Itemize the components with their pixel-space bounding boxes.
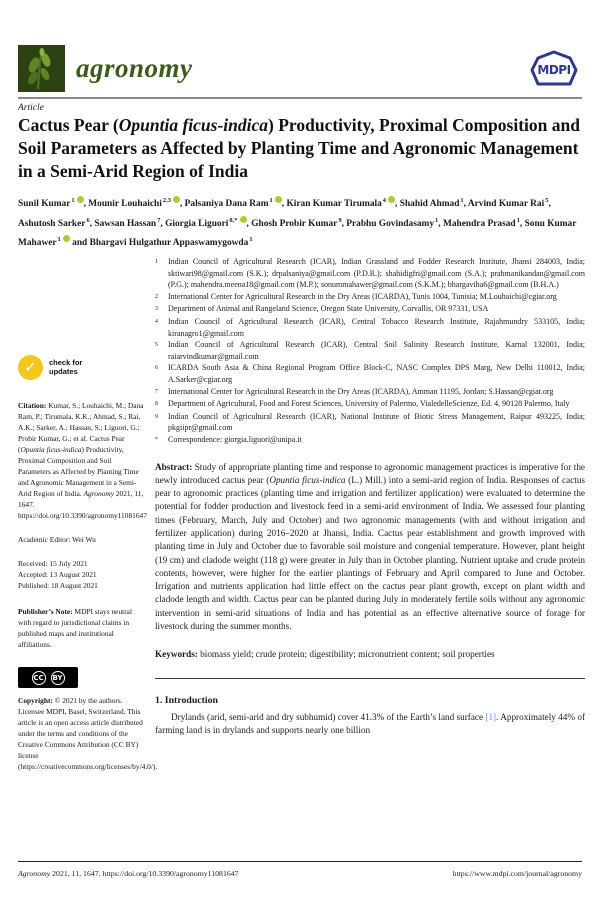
author: Ghosh Probir Kumar$^9$, bbox=[251, 216, 347, 229]
cc-by-person-icon: BY bbox=[51, 671, 65, 685]
agronomy-journal-logo-icon bbox=[18, 45, 65, 92]
author: Mahendra Prasad$^1$, bbox=[442, 216, 525, 229]
journal-name: agronomy bbox=[76, 53, 193, 83]
author: Arvind Kumar Rai$^5$, bbox=[467, 197, 551, 210]
affiliation-item: 8 Department of Agricultural, Food and Forest Sciences, University of Palermo, VialedelleScienze, Ed. 4, 90128 Palermo, Italy bbox=[155, 399, 570, 409]
author: Sunil Kumar$^1$ , bbox=[18, 197, 89, 210]
reference-link-1[interactable]: [1] bbox=[485, 711, 497, 722]
title-part: ) Productivity, Proximal Composition and Soil Parameters as Affected by Planting Time and Agronomic Management in a Semi-Arid Region of India bbox=[18, 115, 580, 181]
header-divider bbox=[18, 97, 582, 99]
author: Sawsan Hassan$^7$, bbox=[94, 216, 166, 229]
affiliation-item: 6 ICARDA South Asia & China Regional Program Office Block-C, NASC Complex DPS Marg, New Delhi 110012, India; A.Sarker@cgiar.org bbox=[155, 363, 585, 384]
cc-by-license-badge[interactable] bbox=[18, 667, 78, 688]
copyright-block: Copyright: © 2021 by the authors. Licensee MDPI, Basel, Switzerland. This article is an open access article distributed under the terms and conditions of the Creative Commons Attribution (CC BY) license (https://creativecommons.org/licenses/by/4.0/). bbox=[18, 696, 158, 771]
abstract: Abstract: Study of appropriate planting time and response to agronomic management practices is imperative for the newly introduced cactus pear (Opuntia ficus-indica (L.) Mill.) into a semi-arid region of India. Responses of cactus pear to agronomic practices (planting time and irrigation and fertilizer application) were evaluated to determine the potential for fodder production and livestock feed in a semi-arid environment of India. We assessed four planting times (February, March, July and October) and two agronomic managements (with and without irrigation and fertilizer application) during 2016–2020 at Jhansi, India. Cactus pear establishment and growth improved with planting time in July and October due to favorable soil moisture and congenial temperature. However, plant height (19 cm) and cladode weight (118 g) were greater in July than in October planting. Nutrient uptake and crude protein contents, however, were higher for the earlier plantings of February and April compared to June and October. Irrigation and nutrients application had little effect on the cactus pear plant growth, except on plant width and cladode length and width. Cactus pear can be planted during July in moderately fertile soils without any agronomic intervention in semi-arid situations of India and has potential as an effective alternative source of forage for livestock during the summer months. bbox=[155, 461, 585, 632]
author: Prabhu Govindasamy$^1$, bbox=[346, 216, 443, 229]
correspondence-line: * Correspondence: giorgia.liguori@unipa.it bbox=[155, 434, 302, 444]
page-footer bbox=[18, 869, 582, 878]
abstract-label: Abstract: bbox=[155, 461, 193, 472]
title-species-italic: Opuntia ficus-indica bbox=[118, 115, 269, 135]
affiliation-item: 4 Indian Council of Agricultural Research (ICAR), Central Tobacco Research Institute, Rajahmundry 533105, India; kiranagro1@gmail.com bbox=[155, 316, 585, 338]
main-column bbox=[155, 256, 585, 737]
orcid-icon[interactable] bbox=[77, 196, 84, 203]
affiliation-item: 9 Indian Council of Agricultural Research (ICAR), National Institute of Biotic Stress Management, Raipur 493225, India; pkgiipr@gmail.com bbox=[155, 411, 585, 433]
citation-doi-link[interactable]: 2021, 11, 1647. https://doi.org/10.3390/agronomy11081647 bbox=[18, 489, 147, 520]
article-dates bbox=[18, 558, 146, 591]
citation-block: Citation: Kumar, S.; Louhaichi, M.; Dana Ram, P.; Tirumala, K.K.; Ahmad, S.; Rai, A.K.; Sarker, A.; Hassan, S.; Liguori, G.; Probir Kumar, G.; et al. Cactus Pear (Opuntia ficus-indica) Productivity, Proximal Composition and Soil Parameters as Affected by Planting Time and Agronomic Management in a Semi-Arid Region of India. Agronomy 2021, 11, 1647. https://doi.org/10.3390/agronomy11081647 bbox=[18, 401, 147, 520]
affiliation-item: 5 Indian Council of Agricultural Research (ICAR), Central Soil Salinity Research Institute, Karnal 132001, India; raiarvindkumar@gmail.com bbox=[155, 340, 585, 361]
accepted-date: Accepted: 13 August 2021 bbox=[18, 570, 97, 579]
publishers-note-label: Publisher’s Note: bbox=[18, 607, 73, 616]
affiliation-item: 3 Department of Animal and Rangeland Science, Oregon State University, Corvallis, OR 97331, USA bbox=[155, 304, 489, 314]
affiliation-item: 7 International Center for Agricultural Research in the Dry Areas (ICARDA), Amman 11195, Jordan; S.Hassan@cgiar.org bbox=[155, 386, 554, 396]
article-type-label: Article bbox=[18, 103, 44, 113]
mdpi-logo-icon[interactable] bbox=[528, 50, 580, 95]
section-divider bbox=[155, 678, 585, 679]
affiliation-item: 2 International Center for Agricultural Research in the Dry Areas (ICARDA), Tunis 1004, Tunisia; M.Louhaichi@cgiar.org bbox=[155, 291, 557, 301]
citation-label: Citation: bbox=[18, 401, 47, 410]
cc-icon: CC bbox=[32, 671, 46, 685]
check-for-updates-button[interactable]: ✓ check for updates bbox=[18, 355, 146, 380]
copyright-label: Copyright: bbox=[18, 696, 53, 705]
orcid-icon[interactable] bbox=[63, 235, 70, 242]
affiliation-item: 1 Indian Council of Agricultural Research (ICAR), Indian Grassland and Fodder Research Institute, Jhansi 284003, India; sktiwari98@gmail.com (S.K.); drpalsaniya@gmail.com (P.D.R.); shahidigfri@gmail.com (S.A.); prabmanikandan@gmail.com (P.G.); mahendra.meena18@gmail.com (M.P.); sonummahawer@gmail.com (S.K.M.); bhargaviha6@gmail.com (B.H.A.) bbox=[155, 257, 585, 290]
footer-journal-url[interactable]: https://www.mdpi.com/journal/agronomy bbox=[452, 869, 582, 878]
footer-citation: Agronomy 2021, 11, 1647. https://doi.org/10.3390/agronomy11081647 bbox=[18, 869, 239, 878]
author: Giorgia Liguori$^{8,*}$ , bbox=[165, 216, 252, 229]
author: Palsaniya Dana Ram$^1$ , bbox=[184, 197, 287, 210]
publishers-note: Publisher’s Note: MDPI stays neutral with regard to jurisdictional claims in published maps and institutional affiliations. bbox=[18, 607, 132, 649]
title-part: Cactus Pear ( bbox=[18, 115, 119, 135]
received-date: Received: 15 July 2021 bbox=[18, 559, 88, 568]
author: Sonu Kumar Mahawer$^1$ and bbox=[18, 218, 577, 249]
published-date: Published: 18 August 2021 bbox=[18, 581, 98, 590]
author: Shahid Ahmad$^1$, bbox=[399, 197, 468, 210]
svg-text:MDPI: MDPI bbox=[537, 63, 571, 77]
check-icon: ✓ bbox=[18, 355, 43, 380]
author-list bbox=[18, 193, 586, 252]
footer-doi-link[interactable]: 2021, 11, 1647. https://doi.org/10.3390/agronomy11081647 bbox=[50, 869, 239, 878]
footer-divider bbox=[18, 861, 582, 862]
orcid-icon[interactable] bbox=[388, 196, 395, 203]
affiliation-list bbox=[155, 256, 585, 447]
orcid-icon[interactable] bbox=[275, 196, 282, 203]
author: Mounir Louhaichi$^{2,3}$ , bbox=[88, 197, 185, 210]
introduction-paragraph: Drylands (arid, semi-arid and dry subhumid) cover 41.3% of the Earth’s land surface [1]. Approximately 44% of farming land is in drylands and supports nearly one billion bbox=[155, 711, 585, 735]
author: Kiran Kumar Tirumala$^4$ , bbox=[286, 197, 400, 210]
left-sidebar bbox=[18, 355, 158, 772]
journal-header bbox=[18, 45, 582, 95]
author: Bhargavi Hulgathur Appaswamygowda$^1$ bbox=[89, 236, 253, 249]
orcid-icon[interactable] bbox=[240, 216, 247, 223]
author: Ashutosh Sarker$^6$, bbox=[18, 216, 95, 229]
paper-title bbox=[18, 114, 584, 183]
academic-editor-line: Academic Editor: Wei Wu bbox=[18, 535, 96, 544]
keywords-label: Keywords: bbox=[155, 649, 198, 660]
abstract-species-italic: Opuntia ficus-indica bbox=[269, 474, 346, 485]
keywords: Keywords: biomass yield; crude protein; digestibility; micronutrient content; soil properties bbox=[155, 649, 495, 660]
orcid-icon[interactable] bbox=[173, 196, 180, 203]
introduction-heading: 1. Introduction bbox=[155, 694, 218, 706]
